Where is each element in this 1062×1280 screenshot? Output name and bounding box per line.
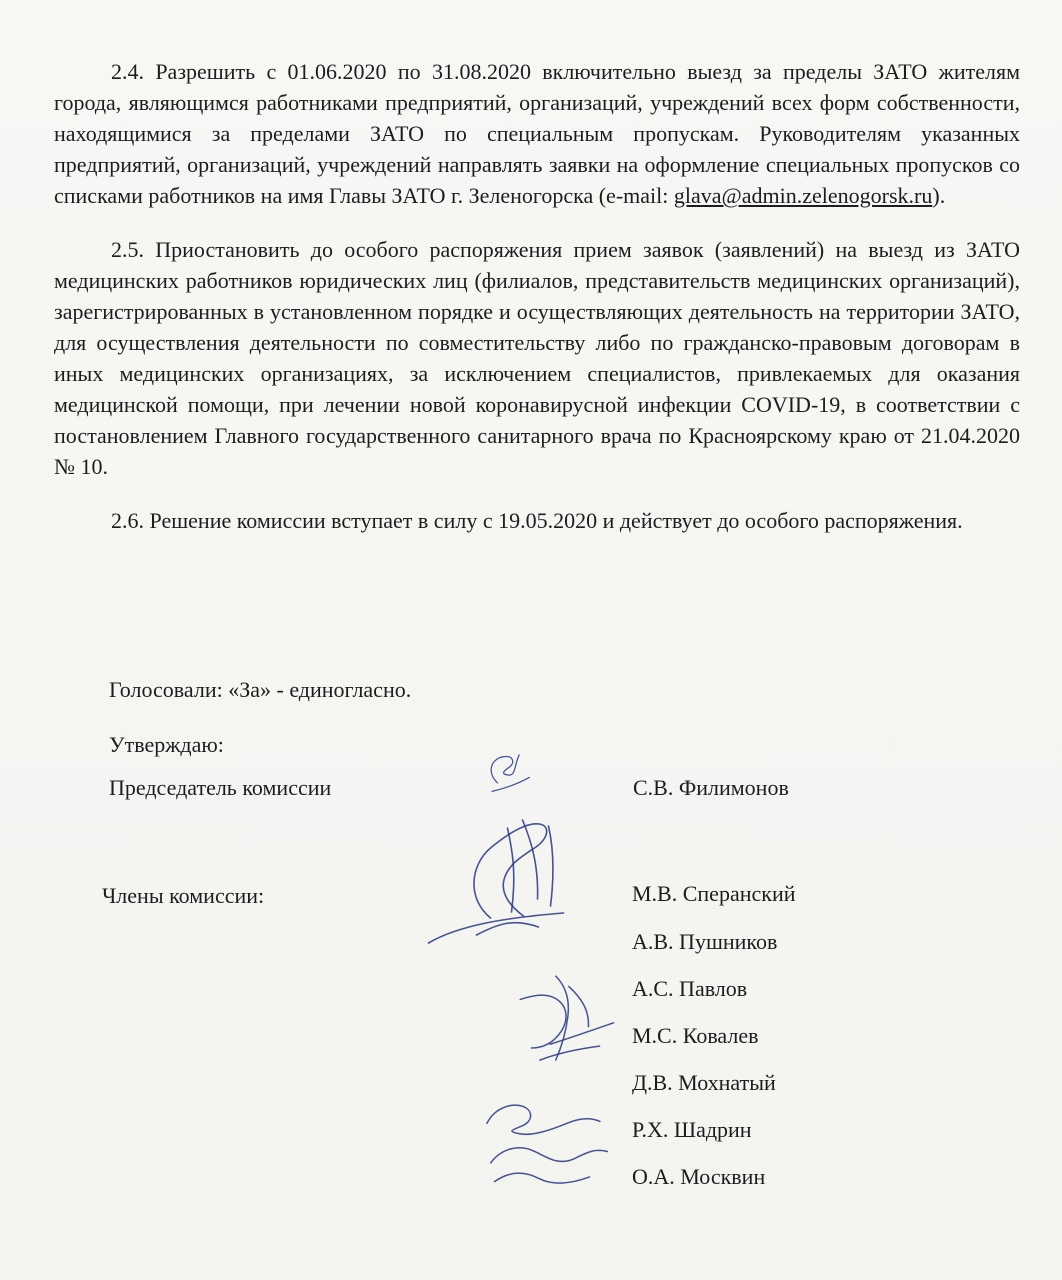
signature-group-1: [406, 808, 591, 978]
member-name-6: Р.Х. Шадрин: [632, 1117, 752, 1142]
chairman-label: Председатель комиссии: [109, 775, 332, 800]
paragraph-2-4-text: 2.4. Разрешить с 01.06.2020 по 31.08.2020 включительно выезд за пределы ЗАТО жителям города, являющимся работниками предприятий, организаций, учреждений всех форм собственности, находящимися за пределами ЗАТО по специальным пропускам. Руководителям указанных предприятий, организаций, учреждений направлять заявки на оформление специальных пропусков со списками работников на имя Главы ЗАТО г. Зеленогорска (e-mail:: [54, 59, 1020, 208]
member-name-5: Д.В. Мохнатый: [632, 1070, 776, 1095]
paragraph-2-5: 2.5. Приостановить до особого распоряжения прием заявок (заявлений) на выезд из ЗАТО медицинских работников юридических лиц (филиалов, представительств медицинских организаций), зарегистрированных в установленном порядке и осуществляющих деятельность на территории ЗАТО, для осуществления деятельности по совместительству либо по гражданско-правовым договорам в иных медицинских организациях, за исключением специалистов, привлекаемых для оказания медицинской помощи, при лечении новой коронавирусной инфекции COVID-19, в соответствии с постановлением Главного государственного санитарного врача по Красноярскому краю от 21.04.2020 № 10.: [54, 237, 1020, 479]
vote-line: Голосовали: «За» - единогласно.: [109, 677, 412, 702]
member-name-4: М.С. Ковалев: [632, 1023, 759, 1048]
approve-label: Утверждаю:: [109, 732, 224, 757]
member-name-1: М.В. Сперанский: [632, 881, 796, 906]
chairman-name: С.В. Филимонов: [633, 775, 789, 800]
member-name-7: О.А. Москвин: [632, 1164, 766, 1189]
document-body: [54, 56, 1020, 559]
member-name-3: А.С. Павлов: [632, 976, 748, 1001]
paragraph-2-6: 2.6. Решение комиссии вступает в силу с 19.05.2020 и действует до особого распоряжения.: [111, 508, 963, 533]
paragraph-2-4: [54, 56, 1020, 211]
member-name-2: А.В. Пушников: [632, 929, 778, 954]
signature-group-3: [470, 1084, 630, 1204]
email-link[interactable]: glava@admin.zelenogorsk.ru: [673, 183, 933, 208]
paragraph-2-4-tail: ).: [932, 183, 946, 208]
members-label: Члены комиссии:: [102, 883, 265, 908]
signature-group-2: [496, 960, 636, 1080]
chairman-signature: [478, 748, 548, 810]
